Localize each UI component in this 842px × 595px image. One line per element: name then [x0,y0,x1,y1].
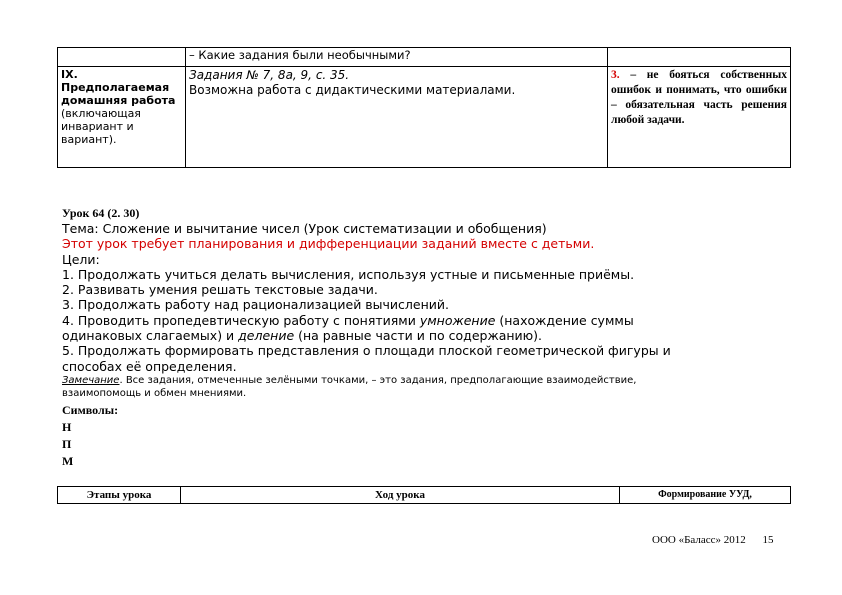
goal4-term-division: деление [238,328,295,344]
goal-item-continued [62,328,782,343]
table-header-row [58,487,791,504]
symbol-m: М [62,453,74,468]
lesson-plan-table-header [57,486,791,504]
goal4-text: (нахождение суммы [495,312,634,328]
stage-number: IX. [61,68,78,81]
lesson-plan-table-top [57,47,791,168]
goal4-text: (на равные части и по содержанию). [294,328,543,344]
lesson-header: Урок 64 (2. 30) [62,206,140,220]
remark-label: Замечание [62,374,120,386]
table-cell-uud [608,67,791,168]
uud-text: – не бояться собственных ошибок и понимать, что ошибки – обязательная часть решения любой задачи. [611,69,788,126]
publisher: ООО «Баласс» 2012 [652,534,746,546]
symbol-p: П [62,436,72,451]
table-row [58,48,791,67]
column-header-lesson-flow: Ход урока [181,487,620,504]
column-header-stages: Этапы урока [58,487,181,504]
goals-title: Цели: [62,251,100,267]
column-header-uud: Формирование УУД, [620,487,791,504]
remark-text: . Все задания, отмеченные зелёными точками, – это задания, предполагающие взаимодействие, [119,374,637,386]
goal-item: 1. Продолжать учиться делать вычисления, используя устные и письменные приёмы. [62,266,635,282]
goal-item: 2. Развивать умения решать текстовые задачи. [62,282,378,298]
goal4-text: 4. Проводить пропедевтическую работу с понятиями [62,312,420,328]
table-cell-stage [58,67,186,168]
page-footer [652,534,774,546]
lesson-section [62,206,782,470]
table-row [58,67,791,168]
page-number: 15 [762,534,774,546]
goal-item: 3. Продолжать работу над рационализацией вычислений. [62,297,449,313]
goal-item: 5. Продолжать формировать представления о площади плоской геометрической фигуры и [62,343,671,359]
homework-tasks: Задания № 7, 8а, 9, с. 35. [189,68,350,82]
symbols-title: Символы: [62,402,119,417]
table-cell-content [186,67,608,168]
table-cell-uud [608,48,791,67]
goal4-text: одинаковых слагаемых) и [62,328,239,344]
table-cell-stage [58,48,186,67]
homework-note: Возможна работа с дидактическими материалами. [189,83,516,97]
stage-subtitle: (включающая инвариант и вариант). [61,107,141,146]
remark [62,374,782,387]
goal4-term-multiplication: умножение [419,312,496,328]
remark-continued: взаимопомощь и обмен мнениями. [62,387,247,399]
planning-note: Этот урок требует планирования и дифференциации заданий вместе с детьми. [62,236,595,252]
goal-item-continued: способах её определения. [62,358,237,374]
lesson-topic: Тема: Сложение и вычитание чисел (Урок систематизации и обобщения) [62,221,547,236]
symbol-n: Н [62,419,72,434]
uud-number: 3. [611,69,620,81]
table-cell-content: – Какие задания были необычными? [186,48,608,67]
goal-item [62,313,782,328]
stage-title: Предполагаемая домашняя работа [61,81,176,107]
